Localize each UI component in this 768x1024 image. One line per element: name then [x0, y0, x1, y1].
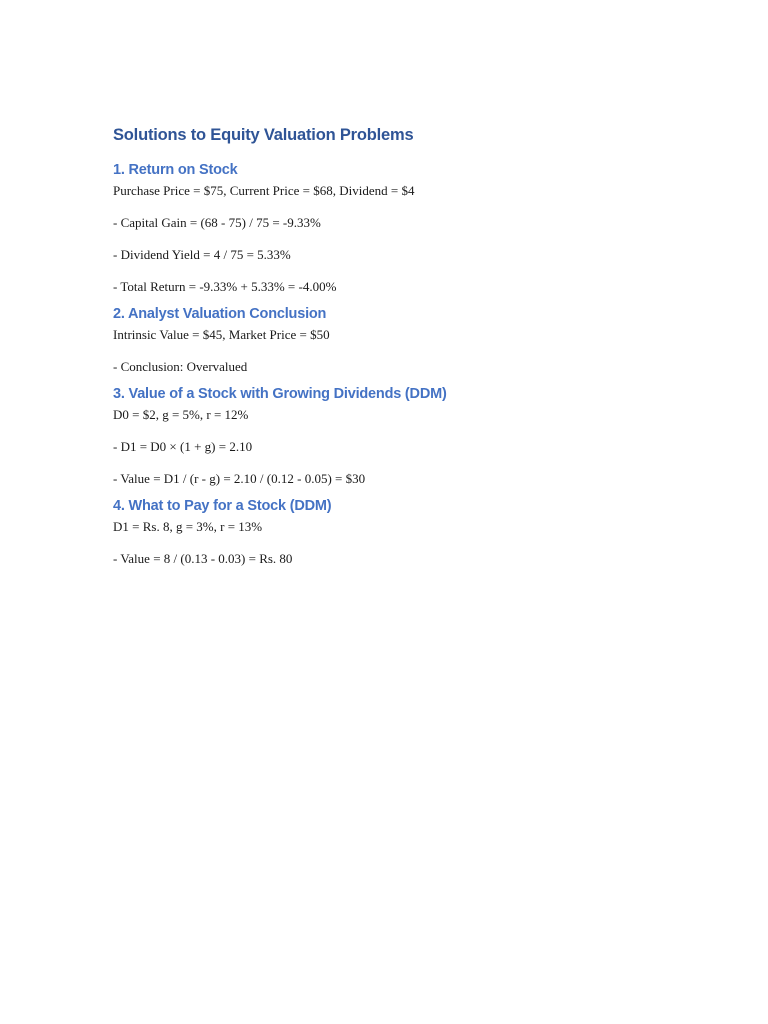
calculation-line: - Dividend Yield = 4 / 75 = 5.33% — [113, 247, 291, 262]
section-heading: 1. Return on Stock — [113, 162, 238, 178]
given-values-line: D0 = $2, g = 5%, r = 12% — [113, 407, 249, 422]
section-what-to-pay — [113, 496, 673, 568]
section-growing-dividends — [113, 384, 673, 488]
given-values-line: Purchase Price = $75, Current Price = $68, Dividend = $4 — [113, 183, 415, 198]
section-return-on-stock — [113, 160, 673, 296]
given-values-line: Intrinsic Value = $45, Market Price = $50 — [113, 327, 330, 342]
section-heading: 4. What to Pay for a Stock (DDM) — [113, 498, 332, 514]
calculation-line: - Value = D1 / (r - g) = 2.10 / (0.12 - 0.05) = $30 — [113, 471, 366, 486]
document-title: Solutions to Equity Valuation Problems — [113, 126, 414, 144]
section-heading: 3. Value of a Stock with Growing Dividends (DDM) — [113, 386, 447, 402]
calculation-line: - Total Return = -9.33% + 5.33% = -4.00% — [113, 279, 337, 294]
section-analyst-valuation — [113, 304, 673, 376]
calculation-line: - Value = 8 / (0.13 - 0.03) = Rs. 80 — [113, 551, 293, 566]
given-values-line: D1 = Rs. 8, g = 3%, r = 13% — [113, 519, 263, 534]
section-heading: 2. Analyst Valuation Conclusion — [113, 306, 327, 322]
conclusion-line: - Conclusion: Overvalued — [113, 359, 248, 374]
calculation-line: - Capital Gain = (68 - 75) / 75 = -9.33% — [113, 215, 321, 230]
calculation-line: - D1 = D0 × (1 + g) = 2.10 — [113, 439, 253, 454]
document-page — [113, 124, 673, 576]
